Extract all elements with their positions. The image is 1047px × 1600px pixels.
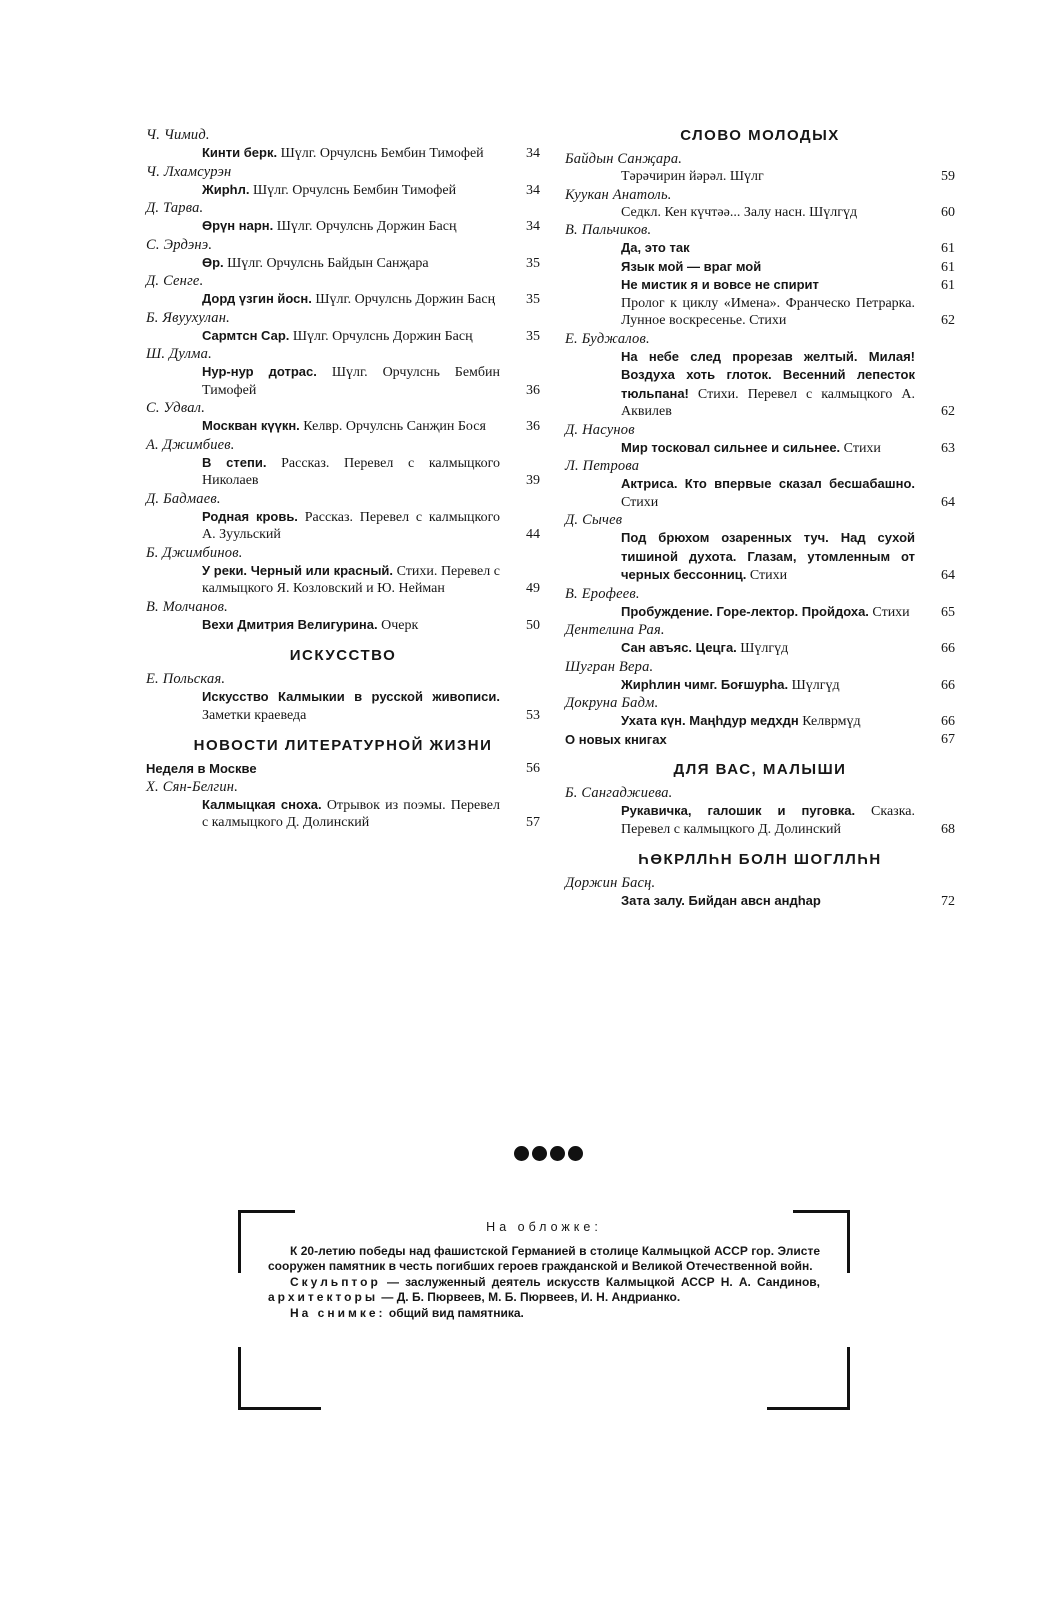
toc-page-number: 39	[526, 473, 540, 488]
toc-entry	[146, 163, 540, 200]
contents-left-column	[146, 126, 540, 832]
toc-work-title: Сан авъяс. Цецга.	[621, 640, 737, 655]
toc-work-text	[621, 475, 927, 511]
toc-work-text	[202, 181, 512, 200]
toc-work-description: Шүлгүд	[740, 641, 789, 656]
toc-work-title: У реки. Черный или красный.	[202, 562, 394, 578]
toc-page-number: 67	[941, 731, 955, 747]
toc-entry	[565, 585, 955, 622]
toc-work-text	[621, 295, 927, 330]
toc-page-number: 35	[526, 255, 540, 271]
section-heading: ҺӨКРЛЛҺН БОЛН ШОГЛЛҺН	[638, 851, 882, 868]
toc-work	[202, 616, 540, 635]
toc-work-title: Не мистик я и вовсе не спирит	[621, 277, 819, 292]
toc-page-number: 60	[941, 204, 955, 220]
toc-work	[621, 348, 955, 421]
toc-work-title: Өр.	[202, 254, 224, 270]
toc-work-title: Москван күүкн.	[202, 418, 300, 433]
toc-work	[621, 204, 955, 222]
toc-work-text	[621, 712, 927, 731]
toc-author: Шугран Вера.	[565, 658, 654, 675]
cover-note-paragraph-3	[268, 1306, 820, 1322]
toc-page-number: 56	[526, 761, 540, 776]
toc-work-description: Шүлг. Орчулснь Бембин Тимофей	[253, 182, 457, 198]
toc-entry	[565, 621, 955, 658]
toc-author: Е. Буджалов.	[565, 330, 650, 347]
toc-work-text	[621, 168, 927, 186]
toc-author: Ч. Чимид.	[146, 127, 210, 143]
toc-author: Ч. Лхамсурэн	[146, 163, 232, 180]
toc-entry	[565, 784, 955, 838]
toc-page-number: 66	[941, 677, 955, 693]
toc-page-number: 64	[941, 494, 955, 510]
toc-work	[202, 417, 540, 436]
toc-work	[621, 168, 955, 186]
toc-author: Б. Явуухулан.	[146, 309, 230, 326]
toc-work-title: Кинти берк.	[202, 145, 278, 160]
toc-work	[202, 217, 540, 236]
toc-work	[621, 603, 955, 622]
toc-work-title: Дорд үзгин йосн.	[202, 291, 312, 306]
toc-work	[202, 254, 540, 273]
toc-work	[202, 363, 540, 399]
toc-work	[202, 454, 540, 490]
toc-work-description: Шүлг. Орчулснь Бембин Тимофей	[280, 146, 484, 161]
toc-work-title: Калмыцкая сноха.	[202, 796, 322, 812]
toc-author: Б. Джимбинов.	[146, 544, 243, 561]
toc-entry	[146, 436, 540, 490]
toc-work-description: Рассказ. Перевел с калмыцкого А. Зуульский	[202, 509, 501, 542]
cover-note-text-run: общий вид памятника.	[385, 1305, 524, 1320]
toc-entry	[146, 490, 540, 544]
toc-work	[621, 475, 955, 511]
toc-work	[621, 239, 955, 258]
toc-work-text	[621, 802, 927, 838]
toc-entry	[565, 874, 955, 911]
toc-work	[565, 731, 955, 749]
toc-work	[621, 276, 955, 295]
toc-page-number: 66	[941, 714, 955, 729]
toc-page-number: 66	[941, 641, 955, 656]
corner-bracket-bottom-left	[238, 1347, 321, 1410]
toc-work-description: Рассказ. Перевел с калмыцкого Николаев	[202, 455, 501, 488]
toc-page-number: 61	[941, 241, 955, 256]
toc-work-text	[202, 327, 512, 346]
toc-work	[621, 892, 955, 911]
toc-work	[146, 760, 540, 778]
toc-work	[621, 529, 955, 585]
toc-work-text	[621, 239, 927, 258]
toc-work-text	[621, 348, 927, 421]
toc-entry	[565, 457, 955, 511]
toc-work-text	[565, 731, 927, 749]
toc-work-title: Рукавичка, галошик и пуговка.	[621, 803, 856, 818]
toc-page-number: 35	[526, 292, 540, 307]
toc-page-number: 44	[526, 527, 540, 542]
toc-work-description: Сказка. Перевел с калмыцкого Д. Долинский	[621, 804, 915, 837]
cover-note-text	[268, 1220, 820, 1321]
section-heading: ИСКУССТВО	[289, 647, 397, 664]
ornament-dot	[532, 1146, 547, 1161]
toc-page-number: 63	[941, 440, 955, 456]
toc-work-text	[202, 796, 512, 832]
cover-note-lead: Скульптор	[290, 1274, 381, 1289]
toc-work	[202, 688, 540, 724]
toc-work-title: Неделя в Москве	[146, 761, 257, 776]
toc-page-number: 49	[526, 581, 540, 596]
toc-entry	[565, 276, 955, 295]
toc-work	[621, 258, 955, 277]
toc-work-description: Шүлг. Орчулснь Доржин Басң	[315, 292, 496, 307]
cover-note-title: На обложке:	[486, 1220, 602, 1234]
toc-entry	[565, 731, 955, 749]
toc-work-description: Келвр. Орчулснь Санҗин Бося	[303, 419, 486, 434]
toc-work-description: Пролог к циклу «Имена». Франческо Петрарка. Лунное воскресенье. Стихи	[621, 295, 915, 328]
toc-author: С. Удвал.	[146, 400, 206, 416]
toc-work	[621, 295, 955, 330]
toc-work-text	[202, 616, 512, 635]
toc-author: Д. Бадмаев.	[146, 490, 221, 507]
toc-author: Б. Сангаджиева.	[565, 785, 673, 801]
toc-author: А. Джимбиев.	[146, 436, 235, 453]
toc-work-title: Язык мой — враг мой	[621, 258, 762, 274]
toc-page-number: 34	[526, 146, 540, 161]
toc-entry	[146, 272, 540, 309]
toc-page-number: 72	[941, 894, 955, 909]
ornament-dot	[550, 1146, 565, 1161]
toc-entry	[146, 345, 540, 399]
toc-entry	[565, 694, 955, 731]
cover-note-text-run: — заслуженный деятель искусств Калмыцкой АССР Н. А. Сандинов,	[380, 1274, 820, 1289]
cover-note-lead: архитекторы	[268, 1290, 379, 1304]
section-ornament	[508, 1146, 588, 1162]
toc-work-description: Отрывок из поэмы. Перевел с калмыцкого Д. Долинский	[202, 797, 500, 830]
toc-work-text	[202, 454, 512, 490]
toc-work-text	[621, 529, 927, 585]
toc-work-text	[621, 892, 927, 911]
toc-work	[621, 439, 955, 458]
section-heading: ДЛЯ ВАС, МАЛЫШИ	[673, 761, 847, 778]
toc-work-description: Шүлг. Орчулснь Доржин Басң	[276, 219, 457, 234]
toc-work-text	[202, 363, 512, 399]
cover-note-paragraph-1: К 20-летию победы над фашистской Германией в столице Калмыцкой АССР гор. Элисте сооружен памятник в честь погибших героев гражданской и Великой Отечественной войн.	[268, 1243, 820, 1273]
toc-work-text	[621, 439, 927, 458]
toc-entry	[146, 236, 540, 273]
toc-work	[202, 796, 540, 832]
toc-work-text	[621, 276, 927, 295]
toc-entry	[565, 421, 955, 458]
toc-entry	[146, 598, 540, 635]
toc-work-text	[202, 290, 512, 309]
toc-work-title: В степи.	[202, 454, 267, 470]
toc-work-text	[202, 217, 512, 236]
toc-author: Д. Сычев	[565, 512, 623, 528]
toc-work-description: Седкл. Кен күчтәә... Залу насн. Шүлгүд	[621, 204, 858, 220]
toc-work-description: Шүлг. Орчулснь Доржин Басң	[292, 328, 473, 344]
toc-page-number: 57	[526, 815, 540, 830]
toc-entry	[146, 760, 540, 778]
toc-work-title: О новых книгах	[565, 731, 667, 747]
cover-note-paragraph-2	[268, 1275, 820, 1306]
toc-entry	[565, 295, 955, 330]
toc-work	[202, 508, 540, 544]
toc-work-description: Келврмүд	[802, 714, 861, 729]
toc-page-number: 36	[526, 382, 540, 398]
toc-author: Байдын Санҗара.	[565, 151, 683, 167]
toc-page-number: 61	[941, 259, 955, 275]
toc-author: С. Эрдэнэ.	[146, 236, 213, 253]
toc-page-number: 53	[526, 707, 540, 723]
corner-bracket-bottom-right	[767, 1347, 850, 1410]
toc-entry	[565, 511, 955, 585]
toc-author: Ш. Дулма.	[146, 346, 212, 362]
toc-work	[202, 290, 540, 309]
toc-entry	[565, 186, 955, 222]
toc-work-title: Өрүн нарн.	[202, 218, 274, 233]
toc-work	[202, 144, 540, 163]
toc-work-description: Стихи. Перевел с калмыцкого А. Аквилев	[621, 386, 915, 419]
toc-work-text	[621, 603, 927, 622]
toc-work-title: Под брюхом озаренных туч. Над сухой тишиной духота. Глазам, утомленным от черных бессонниц.	[621, 530, 915, 582]
toc-work-title: Ухата күн. Маңһдур медхдн	[621, 713, 799, 728]
toc-page-number: 64	[941, 568, 955, 583]
cover-note-box	[238, 1210, 850, 1410]
toc-entry	[146, 399, 540, 436]
toc-entry	[565, 658, 955, 695]
toc-work	[621, 802, 955, 838]
toc-author: Доржин Басң.	[565, 875, 656, 891]
toc-work-title: Пробуждение. Горе-лектор. Пройдоха.	[621, 603, 869, 619]
toc-work-title: Актриса. Кто впервые сказал бесшабашно.	[621, 476, 915, 491]
toc-author: В. Молчанов.	[146, 598, 228, 615]
toc-page-number: 34	[526, 182, 540, 198]
ornament-dot	[568, 1146, 583, 1161]
toc-work-text	[621, 258, 927, 277]
toc-work-description: Стихи	[872, 604, 910, 620]
toc-page-number: 35	[526, 328, 540, 344]
toc-work-description: Стихи	[621, 494, 659, 510]
toc-work-description: Стихи. Перевел с калмыцкого Я. Козловский и Ю. Нейман	[202, 563, 500, 596]
toc-entry	[146, 544, 540, 598]
toc-page-number: 34	[526, 219, 540, 234]
toc-work-description: Тәрәчирин йәрәл. Шүлг	[621, 169, 764, 184]
contents-right-column	[565, 126, 955, 911]
toc-entry	[565, 150, 955, 186]
section-heading: СЛОВО МОЛОДЫХ	[680, 127, 840, 144]
toc-work-description: Стихи	[843, 440, 881, 456]
toc-work-title: На небе след прорезав желтый. Милая! Воздуха хоть глоток. Весенний лепесток тюльпана!	[621, 348, 915, 401]
toc-work	[621, 639, 955, 658]
toc-page-number: 65	[941, 604, 955, 620]
toc-work-text	[621, 639, 927, 658]
toc-page-number: 36	[526, 419, 540, 434]
toc-entry	[565, 258, 955, 277]
section-heading: НОВОСТИ ЛИТЕРАТУРНОЙ ЖИЗНИ	[193, 737, 493, 754]
toc-entry	[146, 126, 540, 163]
toc-work-text	[202, 508, 512, 544]
toc-work	[202, 562, 540, 598]
toc-work-description: Шүлг. Орчулснь Байдын Санҗара	[227, 255, 429, 271]
toc-entry	[146, 670, 540, 724]
toc-work-title: Вехи Дмитрия Велигурина.	[202, 616, 378, 632]
toc-work-description: Заметки краеведа	[202, 707, 307, 723]
toc-work-title: Мир тосковал сильнее и сильнее.	[621, 439, 841, 455]
toc-page-number: 50	[526, 617, 540, 633]
toc-author: Д. Тарва.	[146, 200, 204, 216]
toc-entry	[146, 309, 540, 346]
toc-author: Х. Сян-Белгин.	[146, 778, 239, 795]
toc-author: Докруна Бадм.	[565, 695, 659, 711]
toc-author: Дентелина Рая.	[565, 622, 665, 638]
toc-work-title: Да, это так	[621, 240, 690, 255]
toc-work-title: Родная кровь.	[202, 508, 298, 524]
toc-work-title: Жирһлин чимг. Боғшурһа.	[621, 676, 789, 692]
toc-work	[202, 327, 540, 346]
toc-author: Куукан Анатоль.	[565, 186, 672, 203]
toc-work-description: Шүлг. Орчулснь Бембин Тимофей	[202, 365, 500, 398]
toc-work-title: Зата залу. Бийдан авсн андһар	[621, 893, 821, 908]
toc-work-text	[202, 254, 512, 273]
toc-work	[621, 712, 955, 731]
toc-author: Д. Сенге.	[146, 273, 204, 289]
toc-work	[202, 181, 540, 200]
toc-work-title: Сармтсн Сар.	[202, 327, 290, 343]
toc-work-text	[621, 676, 927, 695]
toc-work-description: Очерк	[381, 617, 419, 633]
toc-author: Л. Петрова	[565, 458, 640, 474]
cover-note-text-run: — Д. Б. Пюрвеев, М. Б. Пюрвеев, И. Н. Андрианко.	[378, 1290, 681, 1304]
toc-page-number: 59	[941, 169, 955, 184]
toc-entry	[565, 330, 955, 421]
toc-work	[621, 676, 955, 695]
cover-note-lead: На снимке:	[290, 1305, 386, 1320]
toc-work-text	[202, 144, 512, 163]
toc-work-description: Стихи	[749, 568, 788, 583]
toc-page-number: 62	[941, 404, 955, 419]
toc-work-title: Искусство Калмыкии в русской живописи.	[202, 689, 500, 704]
toc-entry	[146, 778, 540, 832]
toc-entry	[146, 199, 540, 236]
toc-work-title: Нур-нур дотрас.	[202, 364, 317, 379]
toc-author: В. Ерофеев.	[565, 585, 640, 602]
toc-work-description: Шүлгүд	[791, 677, 840, 693]
toc-work-text	[202, 417, 512, 436]
toc-author: Д. Насунов	[565, 421, 635, 438]
toc-author: В. Пальчиков.	[565, 222, 652, 238]
toc-work-text	[621, 204, 927, 222]
toc-page-number: 68	[941, 821, 955, 837]
toc-author: Е. Польская.	[146, 671, 226, 687]
ornament-dot	[514, 1146, 529, 1161]
toc-page-number: 61	[941, 278, 955, 293]
toc-work-text	[202, 562, 512, 598]
toc-page-number: 62	[941, 313, 955, 328]
toc-work-text	[202, 688, 512, 724]
toc-entry	[565, 221, 955, 258]
toc-work-title: Жирһл.	[202, 181, 250, 197]
toc-work-text	[146, 760, 512, 778]
